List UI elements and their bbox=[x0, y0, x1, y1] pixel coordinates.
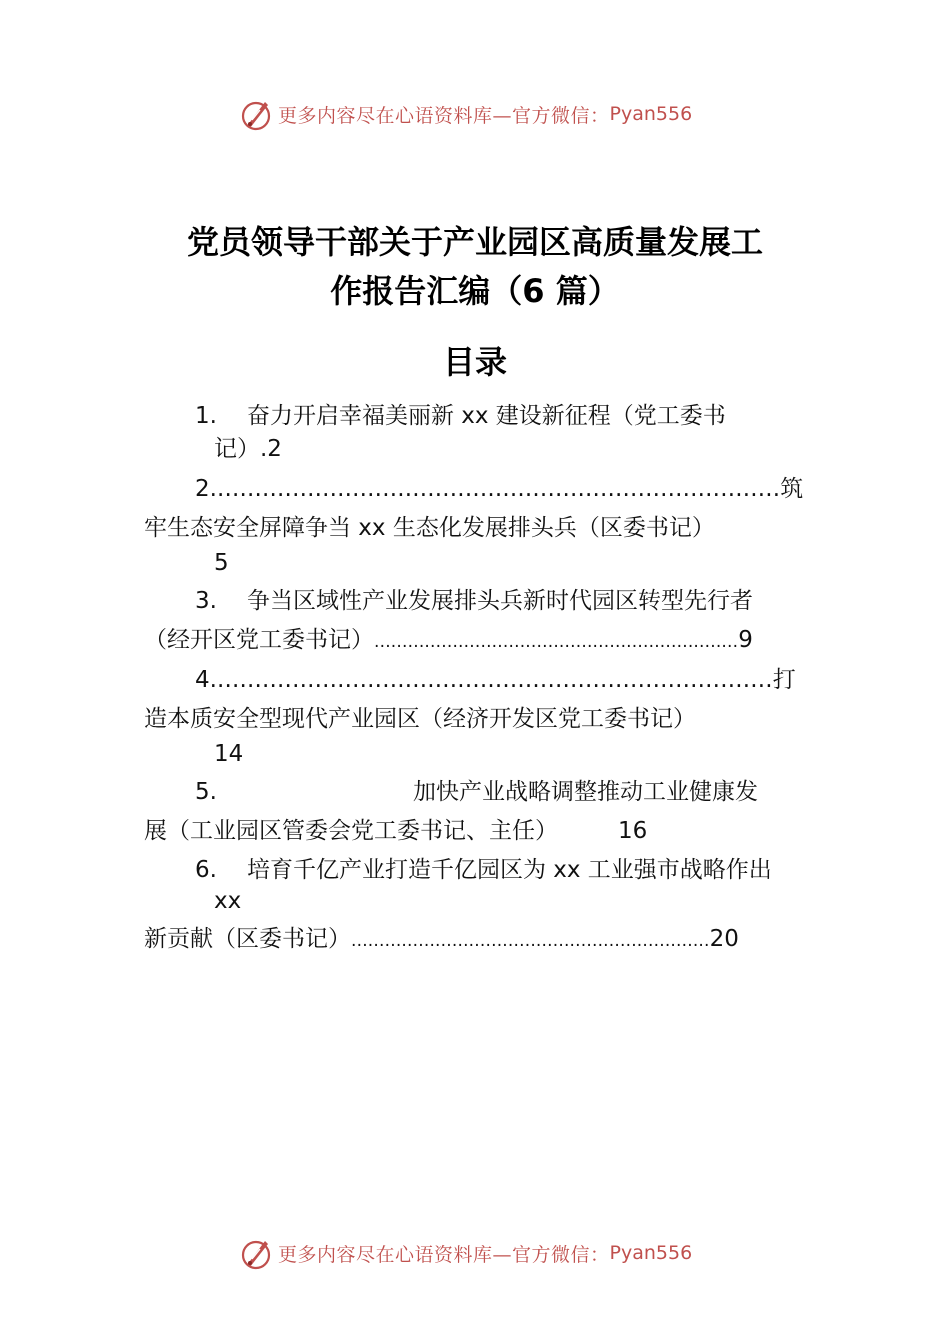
toc-entry-page: 16 bbox=[618, 818, 648, 844]
toc-entry-3-line-1 bbox=[195, 586, 753, 616]
toc-entry-title: 加快产业战略调整推动工业健康发 bbox=[412, 779, 758, 805]
toc-entry-title: 展（工业园区管委会党工委书记、主任） bbox=[144, 818, 558, 844]
toc-entry-number: 6. bbox=[195, 857, 217, 883]
toc-entry-number: 1. bbox=[195, 403, 217, 429]
toc-heading: 目录 bbox=[442, 343, 507, 381]
toc-entry-6-line-1-tail: xx bbox=[214, 888, 242, 914]
footer-banner-content bbox=[238, 1233, 692, 1273]
toc-entry-number: 2. bbox=[195, 476, 217, 502]
toc-entry-6-line-2 bbox=[144, 924, 739, 956]
title-line-2: 作报告汇编（6 篇） bbox=[330, 272, 620, 310]
banner-slogan: 更多内容尽在心语资料库—官方微信： bbox=[278, 1243, 610, 1266]
toc-entry-4-line-1 bbox=[195, 665, 796, 695]
toc-entry-title: 新贡献（区委书记） bbox=[144, 926, 351, 952]
footer-banner bbox=[0, 1233, 950, 1273]
title-line-1: 党员领导干部关于产业园区高质量发展工 bbox=[186, 223, 763, 261]
quill-logo-icon bbox=[238, 96, 274, 132]
toc-leader-dots: ................................................................ bbox=[351, 931, 710, 951]
toc-entry-title: 奋力开启幸福美丽新 xx 建设新征程（党工委书 bbox=[246, 403, 726, 429]
header-banner bbox=[0, 94, 950, 134]
toc-entry-2-line-2: 牢生态安全屏障争当 xx 生态化发展排头兵（区委书记） bbox=[144, 515, 715, 541]
toc-entry-2-line-1 bbox=[195, 474, 803, 504]
quill-logo-icon bbox=[238, 1235, 274, 1271]
toc-entry-number: 5. bbox=[195, 779, 217, 805]
toc-entry-5-line-1 bbox=[195, 777, 758, 807]
banner-account: Pyan556 bbox=[609, 1242, 693, 1264]
header-banner-content bbox=[238, 94, 692, 134]
toc-entry-3-line-2 bbox=[144, 625, 753, 657]
toc-entry-1-line-2: 记）.2 bbox=[214, 436, 282, 462]
toc-entry-title: 培育千亿产业打造千亿园区为 xx 工业强市战略作出 bbox=[246, 857, 772, 883]
banner-slogan: 更多内容尽在心语资料库—官方微信： bbox=[278, 104, 610, 127]
toc-entry-1-line-1 bbox=[195, 401, 726, 431]
document-title bbox=[0, 218, 950, 316]
toc-entry-6-line-1 bbox=[195, 855, 772, 885]
toc-entry-number: 3. bbox=[195, 588, 217, 614]
toc-entry-5-line-2 bbox=[144, 816, 647, 846]
toc-entry-4-page: 14 bbox=[214, 741, 244, 767]
toc-entry-page: 9 bbox=[738, 627, 753, 653]
toc-entry-page: 20 bbox=[709, 926, 739, 952]
toc-leader-dots: .......................................................................... bbox=[216, 667, 773, 693]
toc-entry-4-line-2: 造本质安全型现代产业园区（经济开发区党工委书记） bbox=[144, 706, 696, 732]
toc-entry-title: 争当区域性产业发展排头兵新时代园区转型先行者 bbox=[246, 588, 753, 614]
toc-leader-dots: ........................................................................... bbox=[216, 476, 781, 502]
toc-entry-2-page: 5 bbox=[214, 550, 229, 576]
toc-entry-number: 4. bbox=[195, 667, 217, 693]
toc-entry-title-start: 筑 bbox=[780, 476, 804, 502]
toc-entry-title: （经开区党工委书记） bbox=[144, 627, 374, 653]
toc-leader-dots: ................................................................. bbox=[374, 632, 739, 652]
toc-entry-title-start: 打 bbox=[772, 667, 796, 693]
banner-account: Pyan556 bbox=[609, 103, 693, 125]
